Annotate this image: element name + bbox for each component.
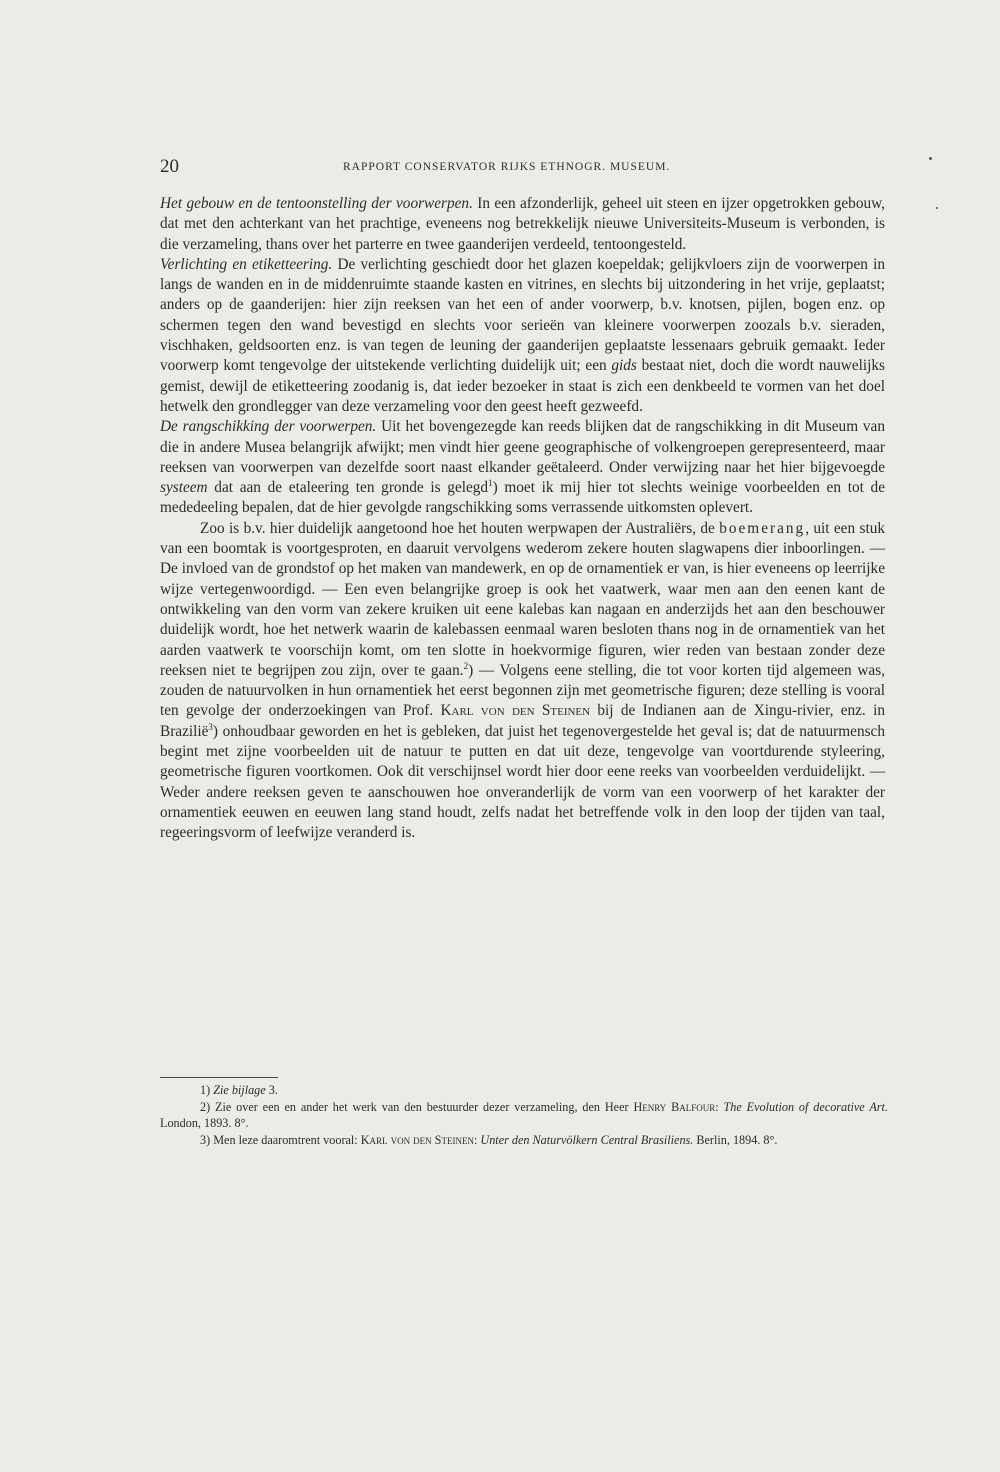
- text-run: Uit het bovengezegde kan reeds blijken dat de rangschikking in dit Museum van die in andere Musea belangrijk afwijkt; men vindt hier geene geographische of volkengroepen gerepresenteerd, maar reeksen van voorwerpen van dezelfde soort naast elkander geëtaleerd. Onder verwijzing naar het hier bijgevoegde: [160, 418, 885, 476]
- italic-text: Unter den Naturvölkern Central Brasiliens.: [480, 1132, 694, 1147]
- scan-speck: [929, 157, 932, 160]
- italic-text: The Evolution of decorative Art.: [723, 1100, 888, 1115]
- italic-text: De rangschikking der voorwerpen.: [160, 418, 377, 436]
- text-run: Zoo is b.v. hier duidelijk aangetoond hoe het houten werpwapen der Australiërs, de: [200, 519, 720, 537]
- footnote-divider: [160, 1077, 278, 1078]
- text-run: dat aan de etaleering ten gronde is gelegd: [207, 479, 489, 497]
- text-run: 1): [200, 1083, 214, 1097]
- text-run: :: [715, 1100, 724, 1115]
- text-run: bestaat niet, doch die wordt nauwelijks gemist, dewijl de etiketteering zoodanig is, dat ieder bezoeker in staat is zich een denkbeeld te vormen van het doel hetwelk den grondlegger van deze verzameling voor den geest heeft gezweefd.: [160, 357, 885, 415]
- text-run: ) moet ik mij hier tot slechts weinige voorbeelden en tot de mededeeling bepalen, dat de hier gevolgde rangschikking soms verrassende uitkomsten oplevert.: [160, 479, 885, 517]
- paragraph-verlichting: [160, 255, 885, 417]
- small-caps-name: Karl von den Steinen: [440, 702, 591, 720]
- body-text: [160, 194, 885, 844]
- text-run: ) onhoudbaar geworden en het is gebleken, dat juist het tegenovergestelde het geval is; dat de natuurmensch begint met zijne voorbeelden uit de natuur te putten en dat uit deze, tengevolge van voortdurende styleering, geometrische figuren voortkomen. Ook dit verschijnsel wordt hier door eene reeks van voorbeelden verduidelijkt. — Weder andere reeksen geven te aanschouwen hoe onveranderlijk de vorm van een voorwerp of het karakter der ornamentiek eeuwen en eeuwen lang stand houdt, zelfs nadat het betreffende volk in den loop der tijden van taal, regeeringsvorm of leefwijze veranderd is.: [160, 722, 885, 842]
- italic-text: Zie bijlage: [213, 1083, 266, 1097]
- italic-text: systeem: [160, 479, 208, 497]
- italic-text: Verlichting en etiketteering.: [160, 255, 333, 273]
- spaced-term: boemerang: [719, 519, 806, 537]
- text-run: , uit een stuk van een boomtak is voortgesproten, en daaruit vervolgens wederom zekere houten slagwapens dier inboorlingen. — De invloed van de grondstof op het maken van mandewerk, en op de ornamentiek er van, is hier eveneens op leerrijke wijze vertegenwoordigd. — Een even belangrijke groep is ook het vaatwerk, waar men aan den eenen kant de ontwikkeling van den vorm van zekere kruiken uit eene kalebas kan nagaan en anderzijds het aan den beschouwer duidelijk wordt, hoe het netwerk waarin de kalebassen eenmaal waren besloten thans nog in de ornamentiek van het aarden vaatwerk te voorschijn komt, om ten slotte in hoekvormige figuren, wier reden van bestaan zonder deze reeksen niet te begrijpen zou zijn, over te gaan.: [160, 519, 885, 679]
- footnote-2: [160, 1100, 888, 1131]
- page-header: [160, 156, 885, 182]
- footnotes: [160, 1083, 888, 1150]
- paragraph-gebouw: [160, 194, 885, 255]
- text-run: 3) Men leze daaromtrent vooral:: [200, 1132, 361, 1147]
- text-run: 3.: [265, 1083, 278, 1097]
- text-run: ) — Volgens eene stelling, die tot voor korten tijd algemeen was, zouden de natuurvolken in hun ornamentiek het eerst begonnen zijn met geometrische figuren; deze stelling is vooral ten gevolge der onderzoekingen van Prof.: [160, 661, 885, 720]
- paragraph-rangschikking: [160, 417, 885, 518]
- small-caps-name: Henry Balfour: [633, 1100, 716, 1115]
- text-run: 2) Zie over een en ander het werk van den bestuurder dezer verzameling, den Heer: [200, 1100, 634, 1115]
- text-run: Berlin, 1894. 8°.: [693, 1132, 778, 1147]
- text-run: In een afzonderlijk, geheel uit steen en ijzer opgetrokken gebouw, dat met den achterkant van het prachtige, eveneens nog betrekkelijk nieuwe Universiteits-Museum is verbonden, is die verzameling, thans over het parterre en twee gaanderijen verdeeld, tentoongesteld.: [160, 195, 886, 253]
- running-head: RAPPORT CONSERVATOR RIJKS ETHNOGR. MUSEUM.: [343, 161, 671, 173]
- small-caps-name: Karl von den Steinen: [360, 1132, 474, 1147]
- footnote-3: [160, 1133, 888, 1148]
- text-run: London, 1893. 8°.: [160, 1115, 249, 1130]
- italic-text: gids: [611, 357, 637, 375]
- text-run: :: [473, 1132, 481, 1147]
- footnote-1: [160, 1083, 888, 1098]
- footnote-marker: 3: [208, 721, 213, 732]
- footnote-marker: 2: [463, 660, 469, 671]
- page-number: 20: [160, 156, 179, 177]
- text-run: De verlichting geschiedt door het glazen koepeldak; gelijkvloers zijn de voorwerpen in langs de wanden en in de middenruimte staande kasten en vitrines, en slechts bij uitzondering in het vrije, geplaatst; anders op de gaanderijen: hier zijn reeksen van het een of ander voorwerp, b.v. knotsen, pijlen, bogen enz. op schermen tegen den wand bevestigd en slechts voor serieën van kleinere voorwerpen zoozals b.v. sieraden, vischhaken, geldsoorten enz. is van tegen de leuning der gaanderijen geplaatste lessenaars gebruik gemaakt. Ieder voorwerp komt tengevolge der uitstekende verlichting duidelijk uit; een: [160, 255, 885, 375]
- italic-text: Het gebouw en de tentoonstelling der voorwerpen.: [160, 195, 473, 212]
- text-run: bij de Indianen aan de Xingu-rivier, enz. in Brazilië: [160, 702, 885, 740]
- paragraph-voorbeelden: [160, 519, 885, 844]
- scan-speck: [936, 207, 938, 209]
- footnote-marker: 1: [488, 478, 493, 489]
